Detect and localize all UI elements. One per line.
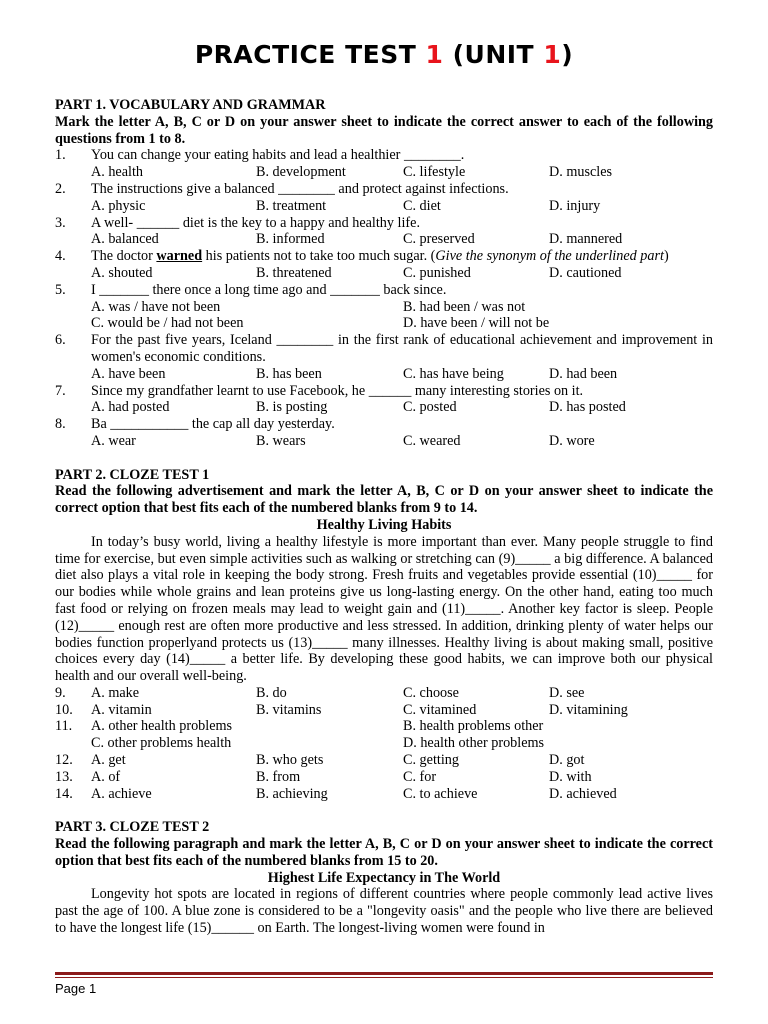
option-c: C. diet [403, 197, 441, 214]
option-a: A. had posted [91, 399, 170, 416]
option-d: D. injury [549, 197, 601, 214]
option-d: D. see [549, 684, 585, 701]
title-unit-number: 1 [543, 40, 562, 69]
question-8 [55, 416, 713, 450]
option-a: A. other health problems [91, 718, 233, 735]
page-number: Page 1 [55, 981, 97, 996]
question-number: 7. [55, 382, 66, 399]
question-text: The instructions give a balanced ________ and protect against infections. [91, 180, 509, 197]
option-b: B. vitamins [256, 701, 322, 718]
option-c: C. to achieve [403, 785, 478, 802]
question-number: 5. [55, 281, 66, 298]
question-6 [55, 332, 713, 382]
option-d: D. have been / will not be [403, 315, 550, 332]
footer-divider [55, 972, 713, 975]
option-b: B. had been / was not [403, 298, 526, 315]
title-close: ) [561, 40, 574, 69]
option-a: A. of [91, 768, 121, 785]
option-a: A. have been [91, 365, 166, 382]
underlined-word: warned [156, 248, 203, 265]
option-c: C. choose [403, 684, 459, 701]
option-d: D. has posted [549, 399, 626, 416]
option-d: D. muscles [549, 164, 613, 181]
option-b: B. treatment [256, 197, 327, 214]
option-b: B. wears [256, 432, 306, 449]
option-b: B. who gets [256, 752, 324, 769]
question-number: 8. [55, 416, 66, 433]
title-text: PRACTICE TEST [194, 40, 426, 69]
option-a: A. make [91, 684, 140, 701]
question-text: A well- ______ diet is the key to a happy and healthy life. [91, 214, 420, 231]
question-text: The doctor [91, 248, 157, 265]
question-14 [55, 786, 713, 803]
option-b: B. health problems other [403, 718, 544, 735]
option-d: D. wore [549, 432, 595, 449]
part1-heading: PART 1. VOCABULARY AND GRAMMAR [55, 97, 326, 113]
question-number: 9. [55, 684, 66, 701]
question-10 [55, 702, 713, 719]
option-b: B. is posting [256, 399, 328, 416]
question-number: 13. [55, 768, 73, 785]
option-a: A. physic [91, 197, 146, 214]
option-c: C. weared [403, 432, 461, 449]
question-number: 12. [55, 752, 73, 769]
option-c: C. lifestyle [403, 164, 466, 181]
option-a: A. was / have not been [91, 298, 221, 315]
question-9 [55, 685, 713, 702]
option-d: D. got [549, 752, 585, 769]
question-7 [55, 383, 713, 417]
question-text: Ba ___________ the cap all day yesterday. [91, 416, 335, 433]
footer-divider-thin [55, 977, 713, 978]
question-12 [55, 752, 713, 769]
question-1 [55, 147, 713, 181]
question-5 [55, 282, 713, 332]
option-b: B. from [256, 768, 301, 785]
option-c: C. other problems health [91, 735, 232, 752]
question-hint: Give the synonym of the underlined part [435, 248, 664, 265]
title-test-number: 1 [425, 40, 444, 69]
part3-heading: PART 3. CLOZE TEST 2 [55, 819, 210, 836]
option-c: C. posted [403, 399, 457, 416]
option-b: B. development [256, 164, 346, 181]
question-number: 2. [55, 180, 66, 197]
option-a: A. balanced [91, 231, 159, 248]
option-c: C. punished [403, 264, 471, 281]
question-text-cont: his patients not to take too much sugar. ( [202, 248, 436, 265]
option-d: D. vitamining [549, 701, 628, 718]
passage-text: Longevity hot spots are located in regions of different countries where people commonly lead active lives past the age of 100. A blue zone is considered to be a "longevity oasis" and the people who live there are believed to have the longest life (15)______ on Earth. The longest-living women were found in [55, 886, 713, 937]
question-text: You can change your eating habits and lead a healthier ________. [91, 147, 465, 164]
question-number: 14. [55, 785, 73, 802]
question-text: Since my grandfather learnt to use Facebook, he ______ many interesting stories on it. [91, 382, 584, 399]
option-c: C. getting [403, 752, 459, 769]
option-d: D. mannered [549, 231, 623, 248]
option-a: A. shouted [91, 264, 153, 281]
content [55, 97, 713, 937]
option-a: A. wear [91, 432, 136, 449]
option-c: C. has have being [403, 365, 504, 382]
passage-text: In today’s busy world, living a healthy lifestyle is more important than ever. Many people struggle to find time for exercise, but even simple activities such as walking or stretching can (9)_____ a big difference. A balanced diet also plays a vital role in keeping the body strong. Fresh fruits and vegetables provide essential (10)_____ for our bodies while whole grains and lean proteins give us long-lasting energy. On the other hand, eating too much fast food or relying on frozen meals may lead to weight gain and (11)_____. Another key factor is sleep. People (12)_____ enough rest are often more productive and less stressed. In addition, drinking plenty of water helps our bodies function properlyand protects us (13)_____ many illnesses. Healthy living is about making small, positive choices every day (14)_____ a better life. By developing these good habits, we can improve both our physical health and our overall well-being. [55, 533, 713, 685]
option-c: C. would be / had not been [91, 315, 244, 332]
question-number: 4. [55, 248, 66, 265]
option-b: B. has been [256, 365, 322, 382]
option-b: B. threatened [256, 264, 332, 281]
question-2 [55, 181, 713, 215]
question-text: For the past five years, Iceland ________ in the first rank of educational achievement and improvement in women's economic conditions. [91, 332, 713, 365]
part2-instruction: Read the following advertisement and mark the letter A, B, C or D on your answer sheet to indicate the correct option that best fits each of the numbered blanks from 9 to 14. [55, 483, 713, 517]
question-number: 1. [55, 147, 66, 164]
option-a: A. vitamin [91, 701, 152, 718]
option-b: B. do [256, 684, 287, 701]
question-number: 10. [55, 701, 73, 718]
option-c: C. for [403, 768, 437, 785]
passage-title: Healthy Living Habits [316, 516, 452, 533]
question-number: 11. [55, 718, 73, 735]
question-13 [55, 769, 713, 786]
option-d: D. cautioned [549, 264, 622, 281]
question-number: 6. [55, 332, 66, 349]
option-d: D. achieved [549, 785, 617, 802]
part1-instruction: Mark the letter A, B, C or D on your answer sheet to indicate the correct answer to each of the following questions from 1 to 8. [55, 113, 713, 147]
option-b: B. achieving [256, 785, 328, 802]
part2-heading: PART 2. CLOZE TEST 1 [55, 466, 210, 483]
option-a: A. get [91, 752, 126, 769]
question-4 [55, 248, 713, 282]
part3-instruction: Read the following paragraph and mark the letter A, B, C or D on your answer sheet to indicate the correct option that best fits each of the numbered blanks from 15 to 20. [55, 836, 713, 869]
option-c: C. preserved [403, 231, 475, 248]
option-d: D. health other problems [403, 735, 545, 752]
question-text: I _______ there once a long time ago and _______ back since. [91, 281, 447, 298]
passage-title: Highest Life Expectancy in The World [267, 869, 501, 886]
option-d: D. had been [549, 365, 618, 382]
page-title [0, 40, 768, 69]
option-d: D. with [549, 768, 592, 785]
question-number: 3. [55, 214, 66, 231]
option-c: C. vitamined [403, 701, 477, 718]
option-b: B. informed [256, 231, 325, 248]
question-11 [55, 718, 713, 752]
title-text-unit: (UNIT [443, 40, 544, 69]
question-3 [55, 215, 713, 249]
option-a: A. achieve [91, 785, 152, 802]
question-hint-close: ) [663, 248, 669, 265]
option-a: A. health [91, 164, 144, 181]
